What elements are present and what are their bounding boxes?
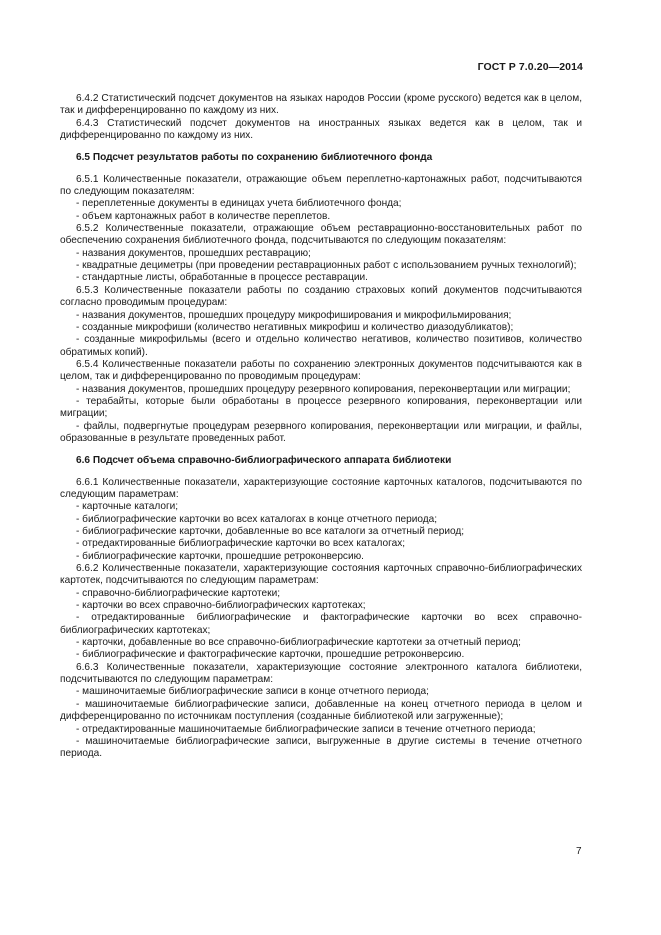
list-item: - машиночитаемые библиографические записи, добавленные на конец отчетного периода в целом и дифференцированно по источникам поступления (созданные библиотекой или загруженные); (60, 698, 582, 723)
paragraph: 6.6.3 Количественные показатели, характеризующие состояние электронного каталога библиотеки, подсчитываются по следующим параметрам: (60, 661, 582, 686)
list-item: - машиночитаемые библиографические записи, выгруженные в другие системы в течение отчетного периода. (60, 735, 582, 760)
list-item: - названия документов, прошедших реставрацию; (76, 247, 311, 259)
list-item: - стандартные листы, обработанные в процессе реставрации. (76, 272, 368, 284)
section-6-5-body (60, 174, 582, 446)
paragraph: 6.5.3 Количественные показатели работы по созданию страховых копий документов подсчитываются согласно проводимым процедурам: (60, 284, 582, 309)
paragraph: 6.6.2 Количественные показатели, характеризующие состояния карточных справочно-библиографических картотек, подсчитываются по следующим параметрам: (60, 563, 582, 587)
list-item: - библиографические карточки, прошедшие ретроконверсию. (76, 550, 364, 562)
list-item: - карточки во всех справочно-библиографических картотеках; (76, 600, 366, 612)
list-item: - карточные каталоги; (76, 501, 179, 513)
list-item: - переплетенные документы в единицах учета библиотечного фонда; (76, 198, 402, 210)
list-item: - отредактированные библиографические карточки во всех каталогах; (76, 538, 406, 550)
list-item: - отредактированные библиографические и фактографические карточки во всех справочно-библиографических картотеках; (60, 612, 582, 636)
list-item: - названия документов, прошедших процедуру резервного копирования, переконвертации или миграции; (76, 383, 571, 395)
page-number: 7 (576, 846, 582, 857)
paragraph: 6.5.2 Количественные показатели, отражающие объем реставрационно-восстановительных работ по обеспечению сохранения библиотечного фонда, подсчитываются по следующим показателям: (60, 223, 582, 247)
section-6-6-heading: 6.6 Подсчет объема справочно-библиографического аппарата библиотеки (76, 455, 452, 467)
list-item: - библиографические карточки, добавленные во все каталоги за отчетный период; (76, 526, 465, 537)
list-item: - библиографические и фактографические карточки, прошедшие ретроконверсию. (76, 649, 465, 661)
paragraph-6-4-2: 6.4.2 Статистический подсчет документов на языках народов России (кроме русского) ведется как в целом, так и дифференцированно по каждому из них. (60, 93, 582, 117)
list-item: - квадратные дециметры (при проведении реставрационных работ с использованием ручных технологий); (76, 260, 577, 272)
page-content (60, 93, 582, 761)
list-item: - объем картонажных работ в количестве переплетов. (76, 210, 331, 222)
list-item: - названия документов, прошедших процедуру микрофиширования и микрофильмирования; (76, 309, 512, 321)
list-item: - созданные микрофиши (количество негативных микрофиш и количество диазодубликатов); (76, 321, 514, 333)
list-item: - отредактированные машиночитаемые библиографические записи в течение отчетного периода; (76, 723, 536, 735)
list-item: - терабайты, которые были обработаны в процессе резервного копирования, переконвертации или миграции; (60, 395, 582, 420)
paragraph: 6.5.1 Количественные показатели, отражающие объем переплетно-картонажных работ, подсчитываются по следующим показателям: (60, 173, 582, 198)
list-item: - машиночитаемые библиографические записи в конце отчетного периода; (76, 686, 429, 698)
paragraph-6-4-3: 6.4.3 Статистический подсчет документов на иностранных языках ведется как в целом, так и дифференцированно по каждому из них. (60, 117, 582, 142)
section-6-6-body (60, 477, 582, 761)
standard-header: ГОСТ Р 7.0.20—2014 (477, 61, 583, 73)
list-item: - библиографические карточки во всех каталогах в конце отчетного периода; (76, 513, 438, 525)
list-item: - справочно-библиографические картотеки; (76, 587, 281, 599)
list-item: - карточки, добавленные во все справочно-библиографические картотеки за отчетный период; (76, 637, 521, 649)
list-item: - файлы, подвергнутые процедурам резервного копирования, переконвертации или миграции, и файлы, образованные в результате проведенных работ. (60, 420, 582, 444)
paragraph: 6.5.4 Количественные показатели работы по сохранению электронных документов подсчитываются как в целом, так и дифференцированно по проводимым процедурам: (60, 358, 582, 383)
list-item: - созданные микрофильмы (всего и отдельно количество негативов, количество позитивов, количество обратимых копий). (60, 334, 582, 358)
paragraph: 6.6.1 Количественные показатели, характеризующие состояние карточных каталогов, подсчитываются по следующим параметрам: (60, 476, 582, 500)
section-6-5-heading: 6.5 Подсчет результатов работы по сохранению библиотечного фонда (76, 152, 433, 164)
